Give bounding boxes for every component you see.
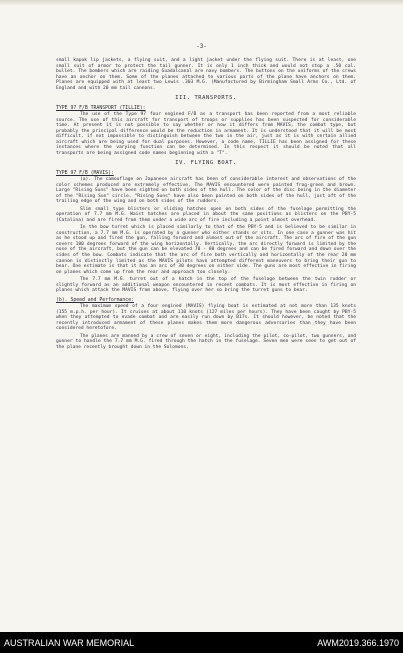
tillie-paragraph: The use of the Type 97 four engined F/B as a transport has been reported from a most reliable source. The use of this aircraft for transport of troops or supplies has been suspected for considerable time. At present it is not possible to say whether or how it differs from MAVIS, the combat type, but probably the principal difference would be the reduction in armament. It is understood that it will be most difficult, if not impossible to distinguish between the two in the air, just as it is with certain allied aircraft which are being used for dual purposes. However, a code name, TILLIE has been assigned for these instances where the varying function can be determined. In this respect it should be noted that all transports are being assigned code names beginning with a "T".: [56, 112, 356, 156]
intro-paragraph: small kapok lip jackets, a flying suit, and a light jacket under the flying suit. There is at least, one small suit of armor to protect the tail gunner. It is only 1 inch thick and would not stop a .50 cal. bullet. The bombers which are raiding Guadalcanal are navy bombers. The buttons on the uniforms of the crews have an anchor on them. Some of the planes attached to various parts of the plane have anchors on them. Planes are equipped with at least two Lewis .303 M.G. (Manufactured by Birmingham Small Arms Co., Ltd. of England and with 20 mm tail cannons.: [56, 58, 356, 91]
section-heading-transports: III. TRANSPORTS.: [175, 95, 237, 102]
reference-number: AWM2019.366.1970: [317, 638, 399, 648]
mavis-paragraph-b: Slim small type blisters or sliding hatches open on both sides of the fuselage permitting the operation of 7.7 mm M.G. Waist hatches are placed in about the same positions as blisters on the PBY-5 (Catalina) and are fired from them under a wide arc of fire including a point almost overhead.: [56, 206, 356, 223]
section-heading-flying-boat: IV. FLYING BOAT.: [175, 160, 237, 167]
archive-footer: [0, 632, 403, 653]
subheading-mavis: TYPE 97 F/B (MAVIS):: [56, 170, 114, 176]
mavis-paragraph-a: (a). The camouflage on Japanese aircraft has been of considerable interest and observations of the color schemes produced are extremely effective. The MAVIS encountered were painted frog-green and brown. Large "Rising Suns" have been sighted on both sides of the hull. The color of the disc being in the diameter of the "Rising Sun" circle. "Rising Suns" have also been painted on both sides of the hull, just aft of the trailing edge of the wing and on both sides of the rudders.: [56, 177, 356, 205]
speed-paragraph-b: The planes are manned by a crew of seven or eight, including the pilot, co-pilot, two gunners, and gunner to handle the 7.7 mm M.G. fired through the hatch in the fuselage. Seven men were seen to get out of the plane recently brought down in the Solomons.: [56, 333, 356, 350]
document-body: [56, 58, 356, 352]
speed-paragraph-a: The maximum speed of a four engined (MAVIS) flying boat is estimated at not more than 135 knots (155 m.p.h. per hour). It cruises at about 110 knots (127 miles per hours). They have been caught by PBY-5 when they attempted to evade combat and are easily run down by B17s. It should however, be noted that the recently introduced armament of these planes makes them more dangerous adversaries than they have been considered heretofore.: [56, 304, 356, 332]
mavis-paragraph-c: In the bow turret which is placed similarly to that of the PBY-5 and is believed to be similar in construction, a 7.7 mm M.G. is operated by a gunner who either stands or sits. In one case a gunner was hit as he stood up and fired the gun, falling forward and almost out of the aircraft. The arc of fire of the gun covers 180 degrees forward of the wing horizontally. Vertically, the arc directly forward is limited by the nose of the aircraft, but the gun can be elevated 70 - 80 degrees and can be fired forward and down over the sides of the bow. Combats indicate that the arc of fire both vertically and horizontally of the rear 20 mm cannon is distinctly limited as the MAVIS pilots have attempted different maneuvers to bring their gun to bear. One estimate is that it has an arc of 30 degrees on either side. The guns are most effective in firing on planes which come up from the rear and approach too closely.: [56, 225, 356, 275]
institution-label: AUSTRALIAN WAR MEMORIAL: [4, 638, 135, 648]
mavis-paragraph-d: The 7.7 mm M.G. turret out of a hatch in the top of the fuselage between the twin rudder or slightly forward as an additional weapon encountered in recent combats. It is most effective in firing on planes which attack the MAVIS from above, flying over her so bring the turret guns to bear.: [56, 277, 356, 294]
speed-performance-heading: (b). Speed and Performance:: [56, 297, 134, 303]
subheading-tillie: TYPE 97 F/B TRANSPORT (TILLIE):: [56, 105, 146, 111]
page-number: -3-: [196, 43, 207, 50]
